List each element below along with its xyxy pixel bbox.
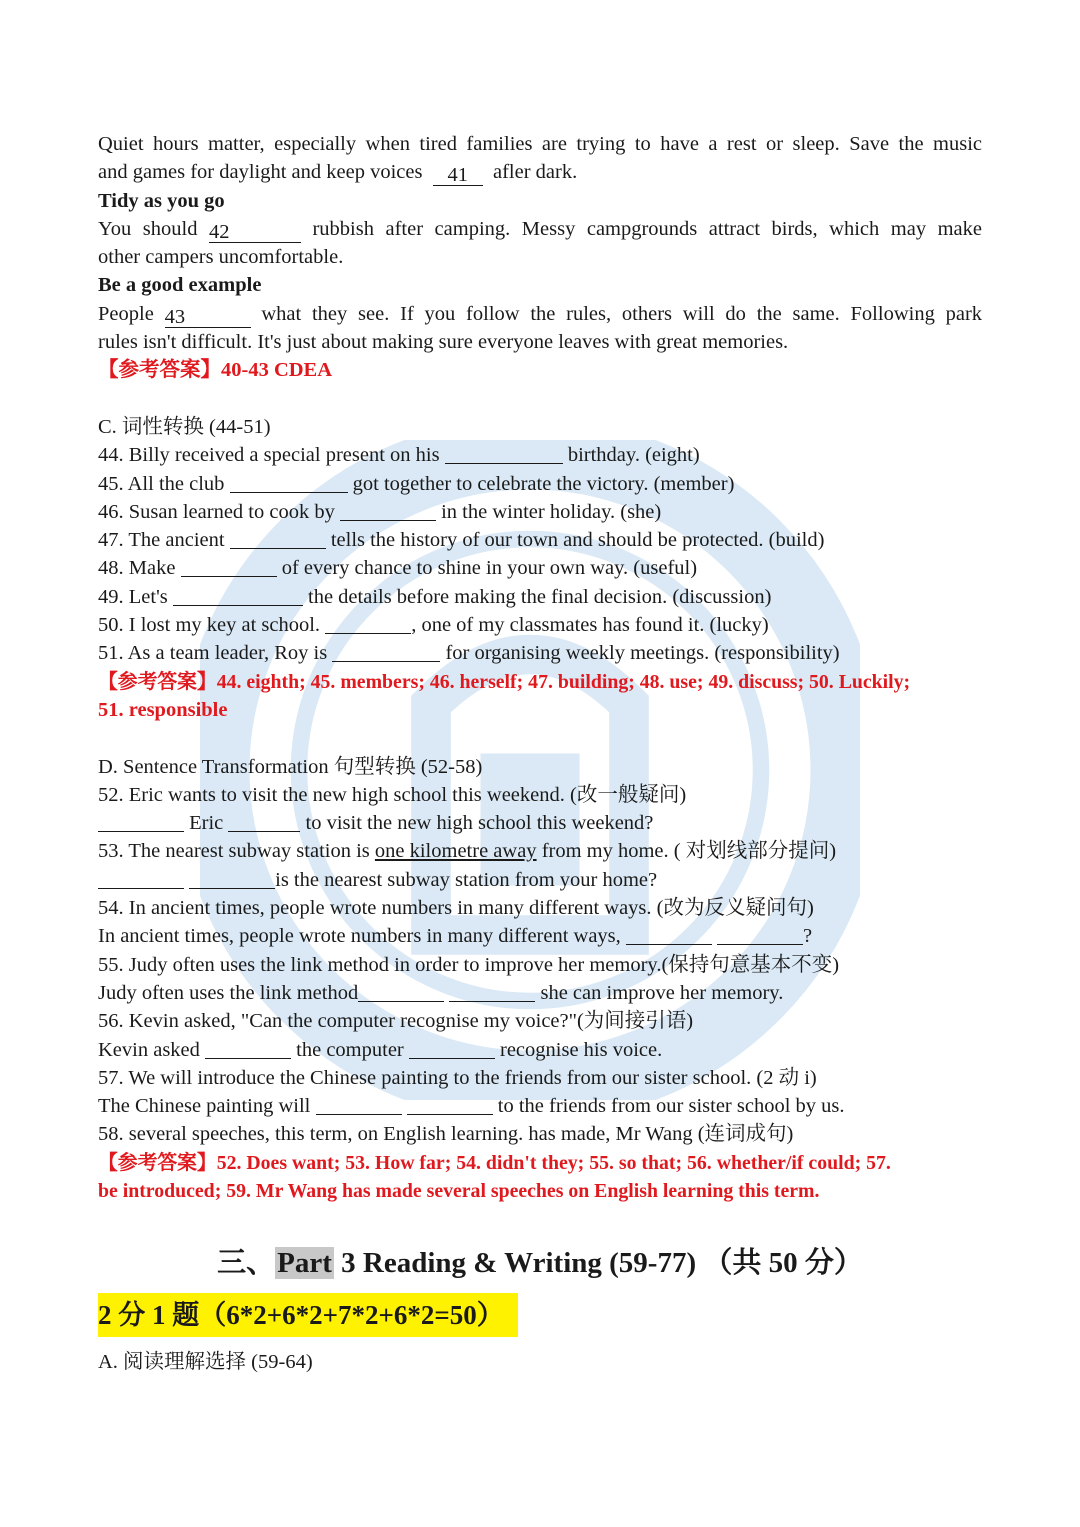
question-56-answer-line: Kevin asked the computer recognise his voice. bbox=[98, 1038, 663, 1061]
question-54: 54. In ancient times, people wrote numbers in many different ways. (改为反义疑问句) bbox=[98, 897, 814, 920]
blank-45[interactable] bbox=[230, 472, 348, 493]
blank-54a[interactable] bbox=[626, 924, 712, 945]
para-quiet-hours-line1: Quiet hours matter, especially when tired families are trying to have a rest or sleep. Save the music bbox=[98, 133, 982, 155]
question-53: 53. The nearest subway station is one kilometre away from my home. ( 对划线部分提问) bbox=[98, 840, 837, 863]
answer-52-58-line2: be introduced; 59. Mr Wang has made several speeches on English learning this term. bbox=[98, 1179, 820, 1202]
question-55: 55. Judy often uses the link method in order to improve her memory.(保持句意基本不变) bbox=[98, 953, 840, 976]
blank-49[interactable] bbox=[173, 585, 303, 606]
answer-40-43: 【参考答案】40-43 CDEA bbox=[98, 359, 333, 382]
blank-57b[interactable] bbox=[407, 1094, 493, 1115]
blank-52a[interactable] bbox=[98, 811, 184, 832]
highlighted-word: Part bbox=[277, 1247, 332, 1279]
blank-57a[interactable] bbox=[316, 1094, 402, 1115]
para-tidy-line2: other campers uncomfortable. bbox=[98, 246, 344, 269]
question-55-answer-line: Judy often uses the link method she can improve her memory. bbox=[98, 981, 784, 1004]
question-48: 48. Make of every chance to shine in your own way. (useful) bbox=[98, 557, 698, 580]
main-content bbox=[98, 130, 982, 1205]
answer-52-58-line1: 【参考答案】52. Does want; 53. How far; 54. didn't they; 55. so that; 56. whether/if could; 57. bbox=[98, 1151, 891, 1174]
blank-54b[interactable] bbox=[717, 924, 803, 945]
question-52: 52. Eric wants to visit the new high school this weekend. (改一般疑问) bbox=[98, 783, 687, 806]
blank-43[interactable]: 43 bbox=[165, 307, 251, 328]
question-45: 45. All the club got together to celebrate the victory. (member) bbox=[98, 472, 735, 495]
question-50: 50. I lost my key at school. , one of my classmates has found it. (lucky) bbox=[98, 614, 769, 637]
para-quiet-hours-line2: and games for daylight and keep voices 41 afler dark. bbox=[98, 161, 578, 187]
question-51: 51. As a team leader, Roy is for organising weekly meetings. (responsibility) bbox=[98, 642, 840, 665]
blank-53b[interactable] bbox=[189, 868, 275, 889]
question-49: 49. Let's the details before making the final decision. (discussion) bbox=[98, 585, 772, 608]
blank-42[interactable]: 42 bbox=[209, 222, 301, 243]
question-57-answer-line: The Chinese painting will to the friends from our sister school by us. bbox=[98, 1095, 845, 1118]
blank-44[interactable] bbox=[445, 443, 563, 464]
answer-44-51-line1: 【参考答案】44. eighth; 45. members; 46. herself; 47. building; 48. use; 49. discuss; 50. Luckily; bbox=[98, 670, 911, 693]
section-a-title: A. 阅读理解选择 (59-64) bbox=[98, 1351, 313, 1373]
question-46: 46. Susan learned to cook by in the winter holiday. (she) bbox=[98, 500, 662, 523]
blank-53a[interactable] bbox=[98, 868, 184, 889]
blank-47[interactable] bbox=[230, 528, 326, 549]
underlined-phrase: one kilometre away bbox=[374, 840, 537, 863]
section-c-title: C. 词性转换 (44-51) bbox=[98, 415, 271, 438]
para-example-line1: People 43 what they see. If you follow the rules, others will do the same. Following park bbox=[98, 302, 982, 328]
question-57: 57. We will introduce the Chinese painting to the friends from our sister school. (2 动 i) bbox=[98, 1066, 817, 1089]
blank-55b[interactable] bbox=[449, 981, 535, 1002]
question-52-answer-line: Eric to visit the new high school this weekend? bbox=[98, 809, 982, 837]
blank-55a[interactable] bbox=[358, 981, 444, 1002]
section-d-title: D. Sentence Transformation 句型转换 (52-58) bbox=[98, 755, 483, 778]
blank-46[interactable] bbox=[340, 500, 436, 521]
blank-56a[interactable] bbox=[205, 1038, 291, 1059]
question-44: 44. Billy received a special present on his birthday. (eight) bbox=[98, 444, 700, 467]
question-54-answer-line: In ancient times, people wrote numbers in many different ways, ? bbox=[98, 925, 813, 948]
part3-title: 三、Part 3 Reading & Writing (59-77) （共 50 分） bbox=[217, 1247, 863, 1279]
para-tidy-line1: You should 42 rubbish after camping. Messy campgrounds attract birds, which may make bbox=[98, 217, 982, 243]
question-47: 47. The ancient tells the history of our town and should be protected. (build) bbox=[98, 529, 825, 552]
question-53-answer-line: is the nearest subway station from your home? bbox=[98, 866, 982, 894]
score-banner: 2 分 1 题（6*2+6*2+7*2+6*2=50） bbox=[98, 1293, 518, 1337]
blank-51[interactable] bbox=[332, 641, 440, 662]
blank-50[interactable] bbox=[325, 613, 411, 634]
blank-41[interactable]: 41 bbox=[433, 165, 483, 186]
heading-tidy: Tidy as you go bbox=[98, 189, 225, 212]
question-56: 56. Kevin asked, "Can the computer recognise my voice?"(为间接引语) bbox=[98, 1010, 694, 1033]
question-58: 58. several speeches, this term, on English learning. has made, Mr Wang (连词成句) bbox=[98, 1123, 794, 1146]
para-example-line2: rules isn't difficult. It's just about making sure everyone leaves with great memories. bbox=[98, 331, 789, 354]
blank-52b[interactable] bbox=[228, 811, 300, 832]
blank-48[interactable] bbox=[181, 556, 277, 577]
blank-56b[interactable] bbox=[409, 1038, 495, 1059]
answer-44-51-line2: 51. responsible bbox=[98, 698, 228, 721]
heading-good-example: Be a good example bbox=[98, 274, 262, 297]
